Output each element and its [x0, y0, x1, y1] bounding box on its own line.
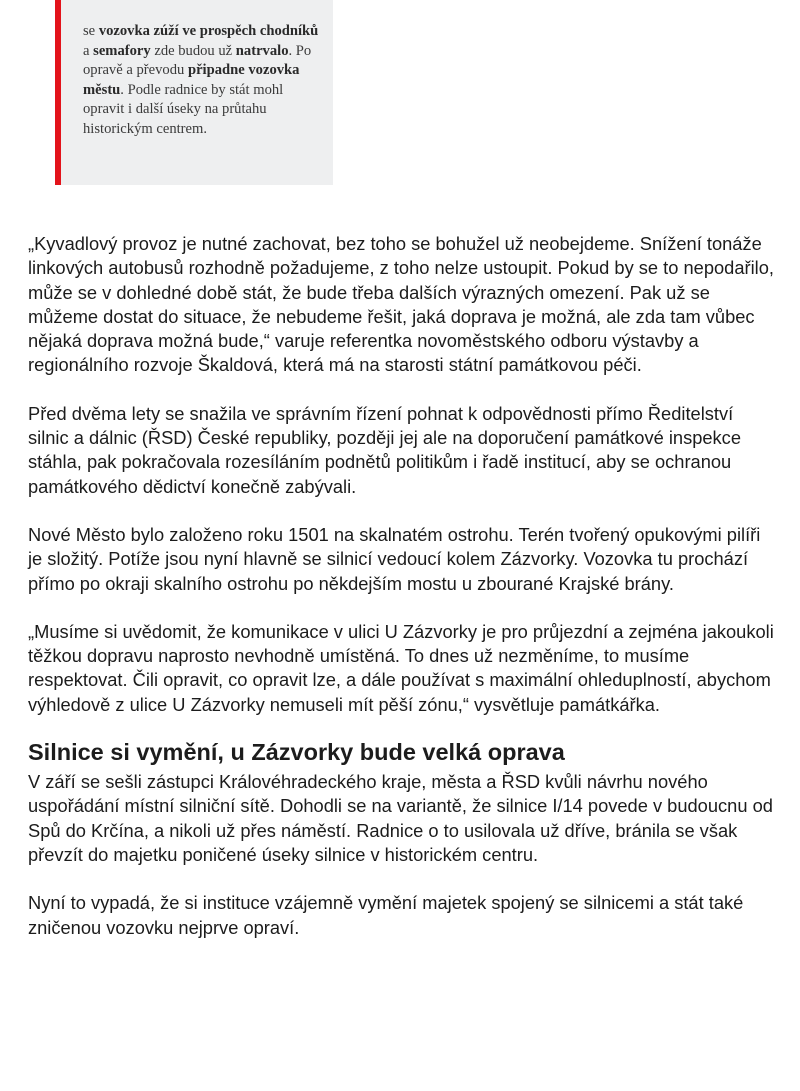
- article-body: [28, 232, 776, 964]
- section-heading: Silnice si vymění, u Zázvorky bude velká oprava: [28, 739, 565, 766]
- callout-text-3: zde budou už: [150, 42, 236, 59]
- callout-bold-1: vozovka zúží ve prospěch chodníků: [98, 23, 319, 39]
- callout-accent-bar: [55, 0, 61, 185]
- article-paragraph-quote-1: „Kyvadlový provoz je nutné zachovat, bez toho se bohužel už neobejdeme. Snížení tonáže linkových autobusů rozhodně požadujeme, z toho nelze ustoupit. Pokud by se to nepodařilo, může se v dohledné době stát, že bude třeba dalších výrazných omezení. Pak už se můžeme dostat do situace, že nebudeme řešit, jaká doprava je možná, ale zda tam vůbec nějaká doprava možná bude,“ varuje referentka novoměstského odboru výstavby a regionálního rozvoje Škaldová, která má na starosti státní památkovou péči.: [28, 233, 774, 376]
- callout-bold-3: natrvalo: [235, 42, 289, 59]
- article-paragraph-town: Nové Město bylo založeno roku 1501 na skalnatém ostrohu. Terén tvořený opukovými pilíři je složitý. Potíže jsou nyní hlavně se silnicí vedoucí kolem Zázvorky. Vozovka tu prochází přímo po okraji skalního ostrohu po někdejším mostu u zbourané Krajské brány.: [28, 523, 761, 594]
- callout-text-2: a: [83, 42, 94, 59]
- article-paragraph-exchange: Nyní to vypadá, že si instituce vzájemně vymění majetek spojený se silnicemi a stát také zničenou vozovku nejprve opraví.: [28, 892, 744, 938]
- callout-bold-2: semafory: [93, 42, 151, 59]
- callout-bold-4: připadne vozovka městu: [83, 62, 300, 98]
- callout-text: [83, 22, 323, 139]
- callout-text-1: se: [83, 23, 99, 39]
- article-paragraph-quote-2: „Musíme si uvědomit, že komunikace v ulici U Zázvorky je pro průjezdní a zejména jakoukoli těžkou dopravu naprosto nevhodně umístěná. To dnes už nezměníme, to musíme respektovat. Čili opravit, co opravit lze, a dále používat s maximální ohleduplností, abychom výhledově z ulice U Zázvorky nemuseli mít pěší zónu,“ vysvětluje památkářka.: [28, 620, 774, 715]
- article-paragraph-history: Před dvěma lety se snažila ve správním řízení pohnat k odpovědnosti přímo Ředitelství silnic a dálnic (ŘSD) České republiky, později jej ale na doporučení památkové inspekce stáhla, pak pokračovala rozesíláním podnětů politikům i řadě institucí, aby se ochranou památkového dědictví konečně zabývali.: [28, 402, 741, 497]
- callout-text-4: . Po opravě a převodu: [83, 42, 312, 78]
- callout-box: [55, 0, 333, 185]
- callout-text-5: . Podle radnice by stát mohl opravit i další úseky na průtahu historickým centrem.: [83, 81, 284, 137]
- article-paragraph-meeting: V září se sešli zástupci Královéhradeckého kraje, města a ŘSD kvůli návrhu nového uspořádání místní silniční sítě. Dohodli se na variantě, že silnice I/14 povede v budoucnu od Spů do Krčína, a nikoli už přes náměstí. Radnice o to usilovala už dříve, bránila se však převzít do majetku poničené úseky silnice v historickém centru.: [28, 771, 773, 865]
